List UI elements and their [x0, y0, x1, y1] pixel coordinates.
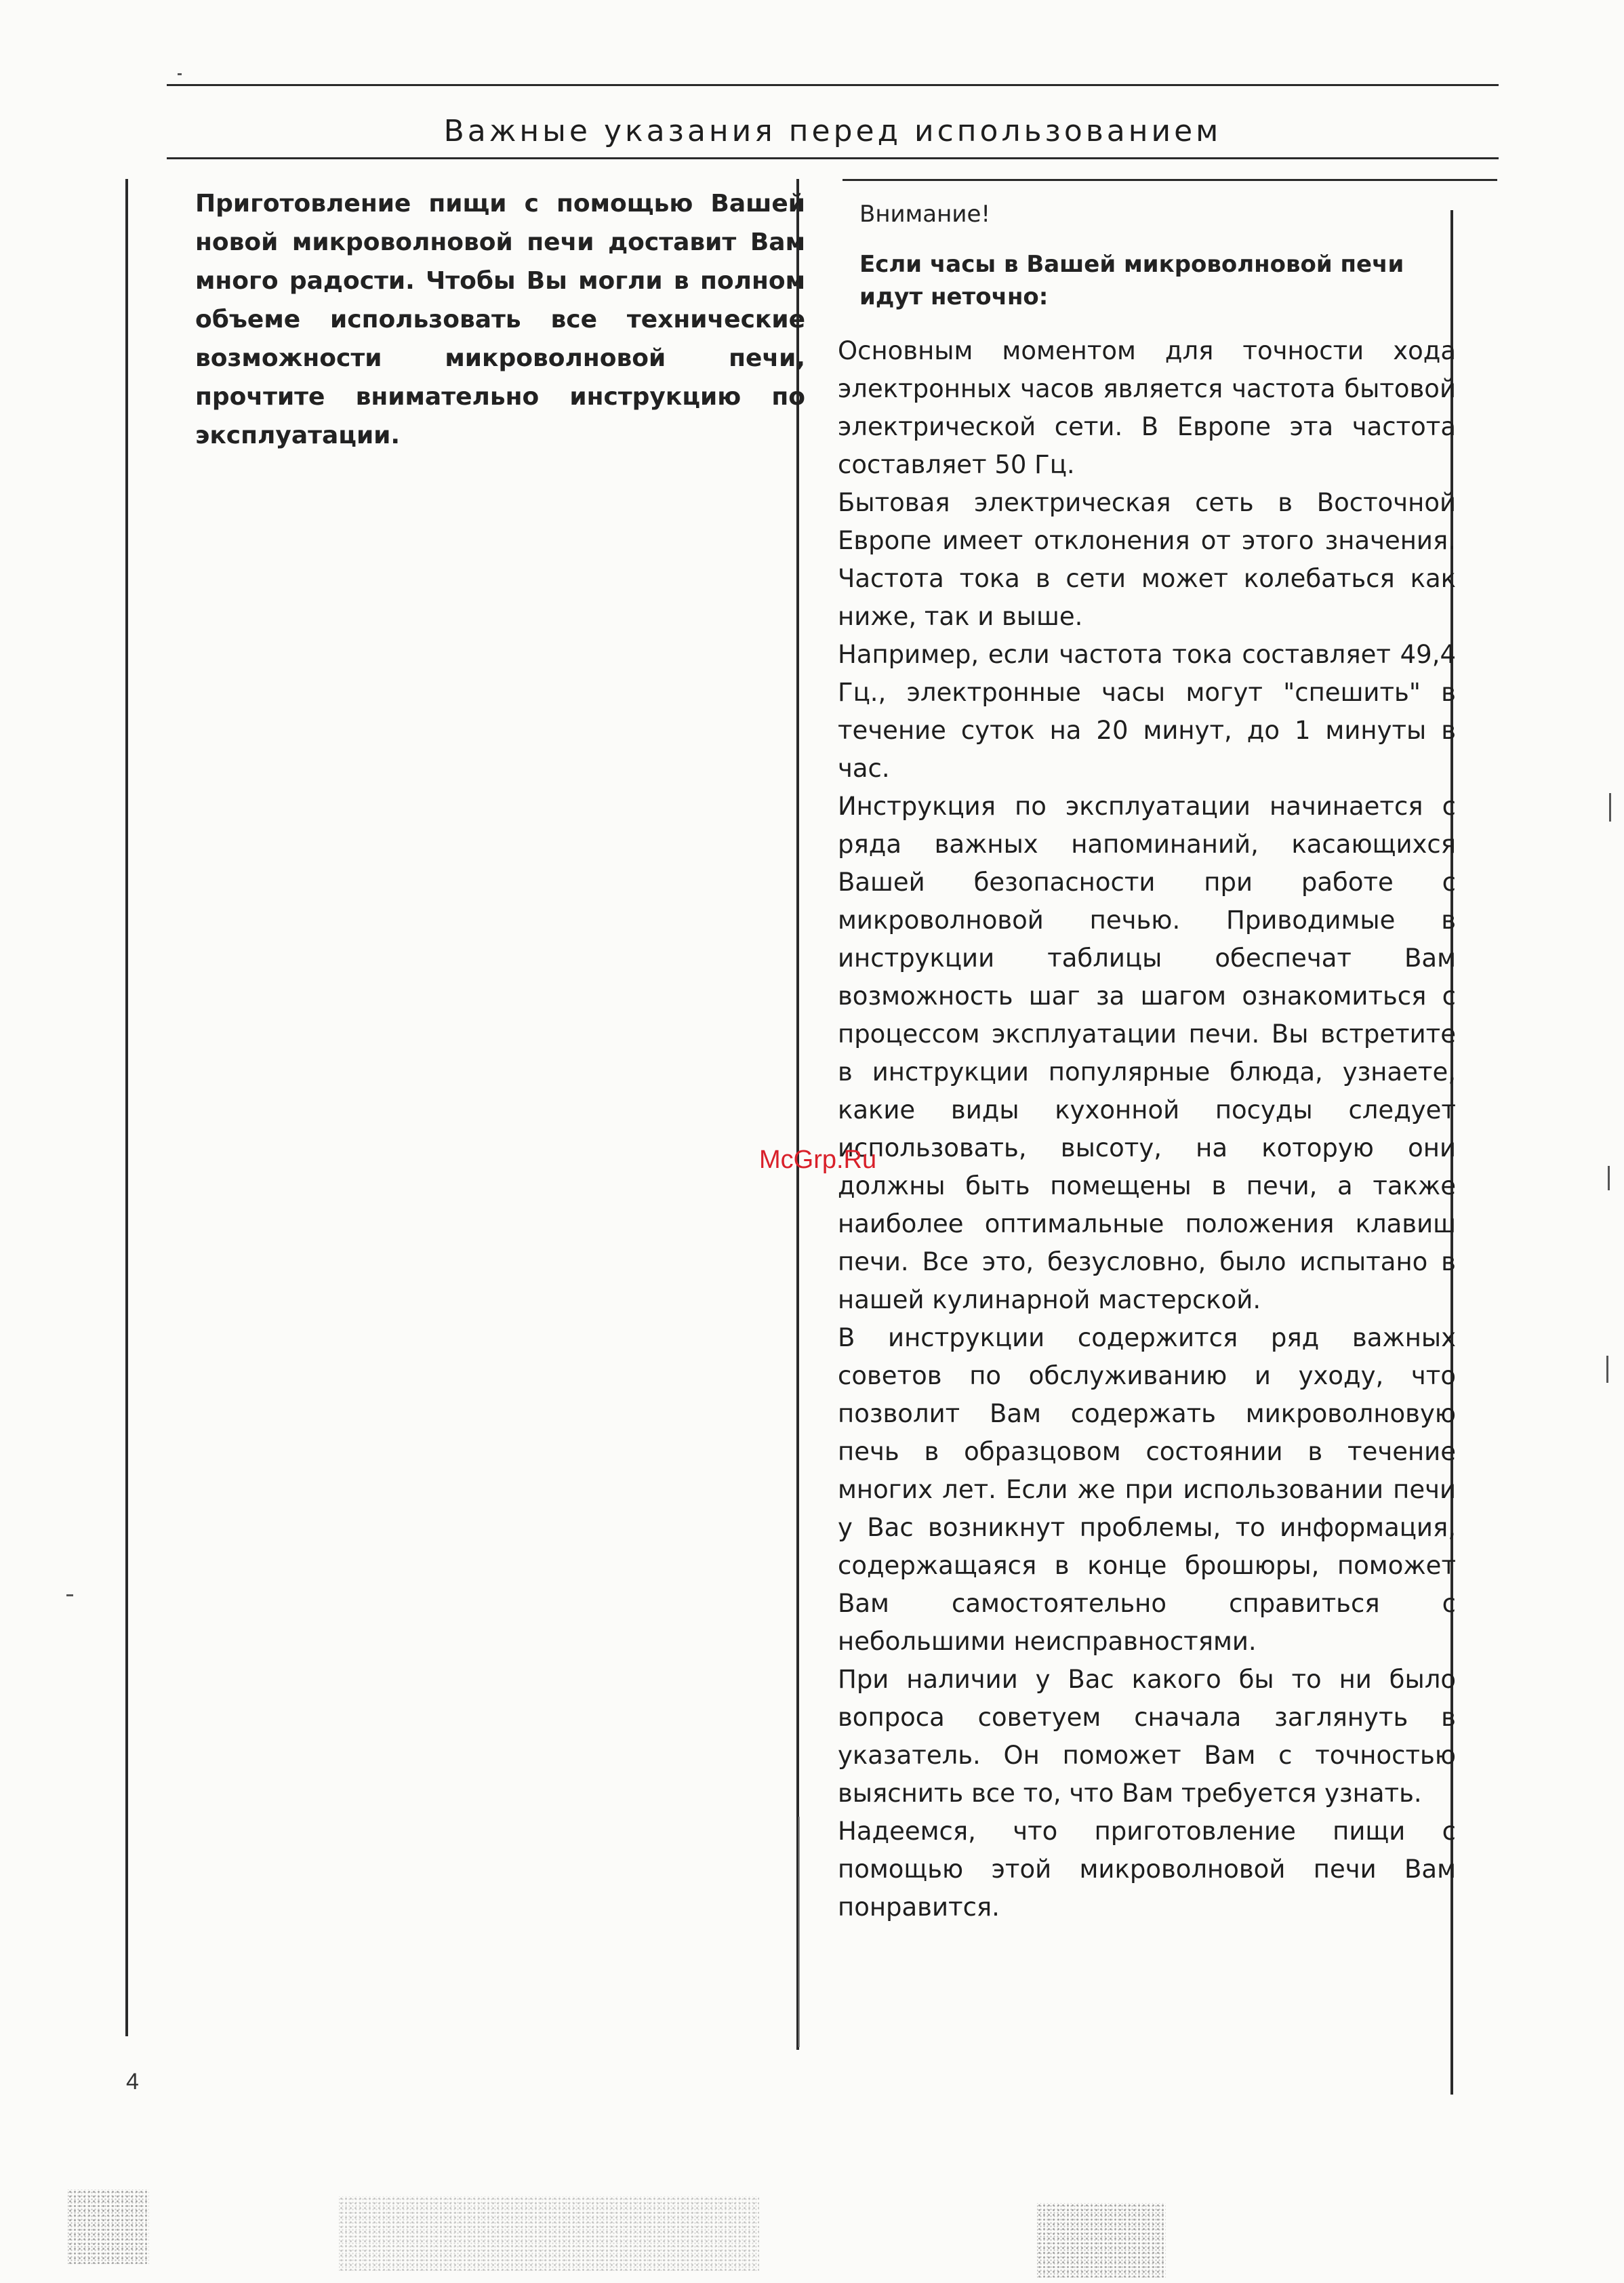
body-paragraph: Основным моментом для точности хода электронных часов является частота бытовой электрической сети. В Европе эта частота составляет 50 Гц. [838, 336, 1456, 479]
intro-paragraph: Приготовление пищи с помощью Вашей новой микроволновой печи доставит Вам много радости. Чтобы Вы могли в полном объеме использовать все технические возможности микроволновой печи, прочтите внимательно инструкцию по эксплуатации. [195, 190, 805, 449]
body-paragraph: При наличии у Вас какого бы то ни было вопроса советуем сначала заглянуть в указатель. Он поможет Вам с точностью выяснить все то, что Вам требуется узнать. [838, 1665, 1456, 1808]
scan-noise [1037, 2203, 1166, 2278]
attention-label: Внимание! [859, 201, 991, 228]
body-paragraph: Надеемся, что приготовление пищи с помощью этой микроволновой печи Вам понравится. [838, 1817, 1456, 1922]
watermark: McGrp.Ru [759, 1146, 877, 1174]
right-column-top-rule [843, 179, 1497, 181]
body-paragraph: Инструкция по эксплуатации начинается с ряда важных напоминаний, касающихся Вашей безопасности при работе с микроволновой печью. Приводимые в инструкции таблицы обеспечат Вам возможность шаг за шагом ознакомиться с процессом эксплуатации печи. Вы встретите в инструкции популярные блюда, узнаете, какие виды кухонной посуды следует использовать, высоту, на которую они должны быть помещены в печи, а также наиболее оптимальные положения клавиш печи. Все это, безусловно, было испытано в нашей кулинарной мастерской. [838, 792, 1456, 1314]
scan-speck [178, 73, 182, 75]
page-number: 4 [126, 2069, 139, 2095]
column-divider-line [796, 179, 799, 2050]
left-border-line [125, 179, 128, 2036]
column-divider-shadow [798, 1817, 800, 2047]
margin-scan-mark [1608, 1166, 1610, 1190]
scan-speck [66, 1594, 73, 1596]
margin-scan-mark [1606, 1356, 1608, 1383]
clock-subheading: Если часы в Вашей микроволновой печи идут неточно: [859, 251, 1404, 310]
body-paragraph: Например, если частота тока составляет 49,4 Гц., электронные часы могут "спешить" в течение суток на 20 минут, до 1 минуты в час. [838, 640, 1456, 783]
scan-noise [68, 2189, 149, 2264]
header-top-rule [167, 84, 1499, 86]
body-paragraph: В инструкции содержится ряд важных советов по обслуживанию и уходу, что позволит Вам содержать микроволновую печь в образцовом состоянии в течение многих лет. Если же при использовании печи у Вас возникнут проблемы, то информация, содержащаяся в конце брошюры, поможет Вам самостоятельно справиться с небольшими неисправностями. [838, 1323, 1456, 1656]
scan-noise [339, 2196, 759, 2271]
header-bottom-rule [167, 157, 1499, 159]
page-title: Важные указания перед использованием [443, 114, 1222, 148]
body-paragraph: Бытовая электрическая сеть в Восточной Европе имеет отклонения от этого значения. Частота тока в сети может колебаться как ниже, так и выше. [838, 488, 1456, 631]
margin-scan-mark [1609, 793, 1611, 822]
right-column-body [838, 332, 1456, 1926]
